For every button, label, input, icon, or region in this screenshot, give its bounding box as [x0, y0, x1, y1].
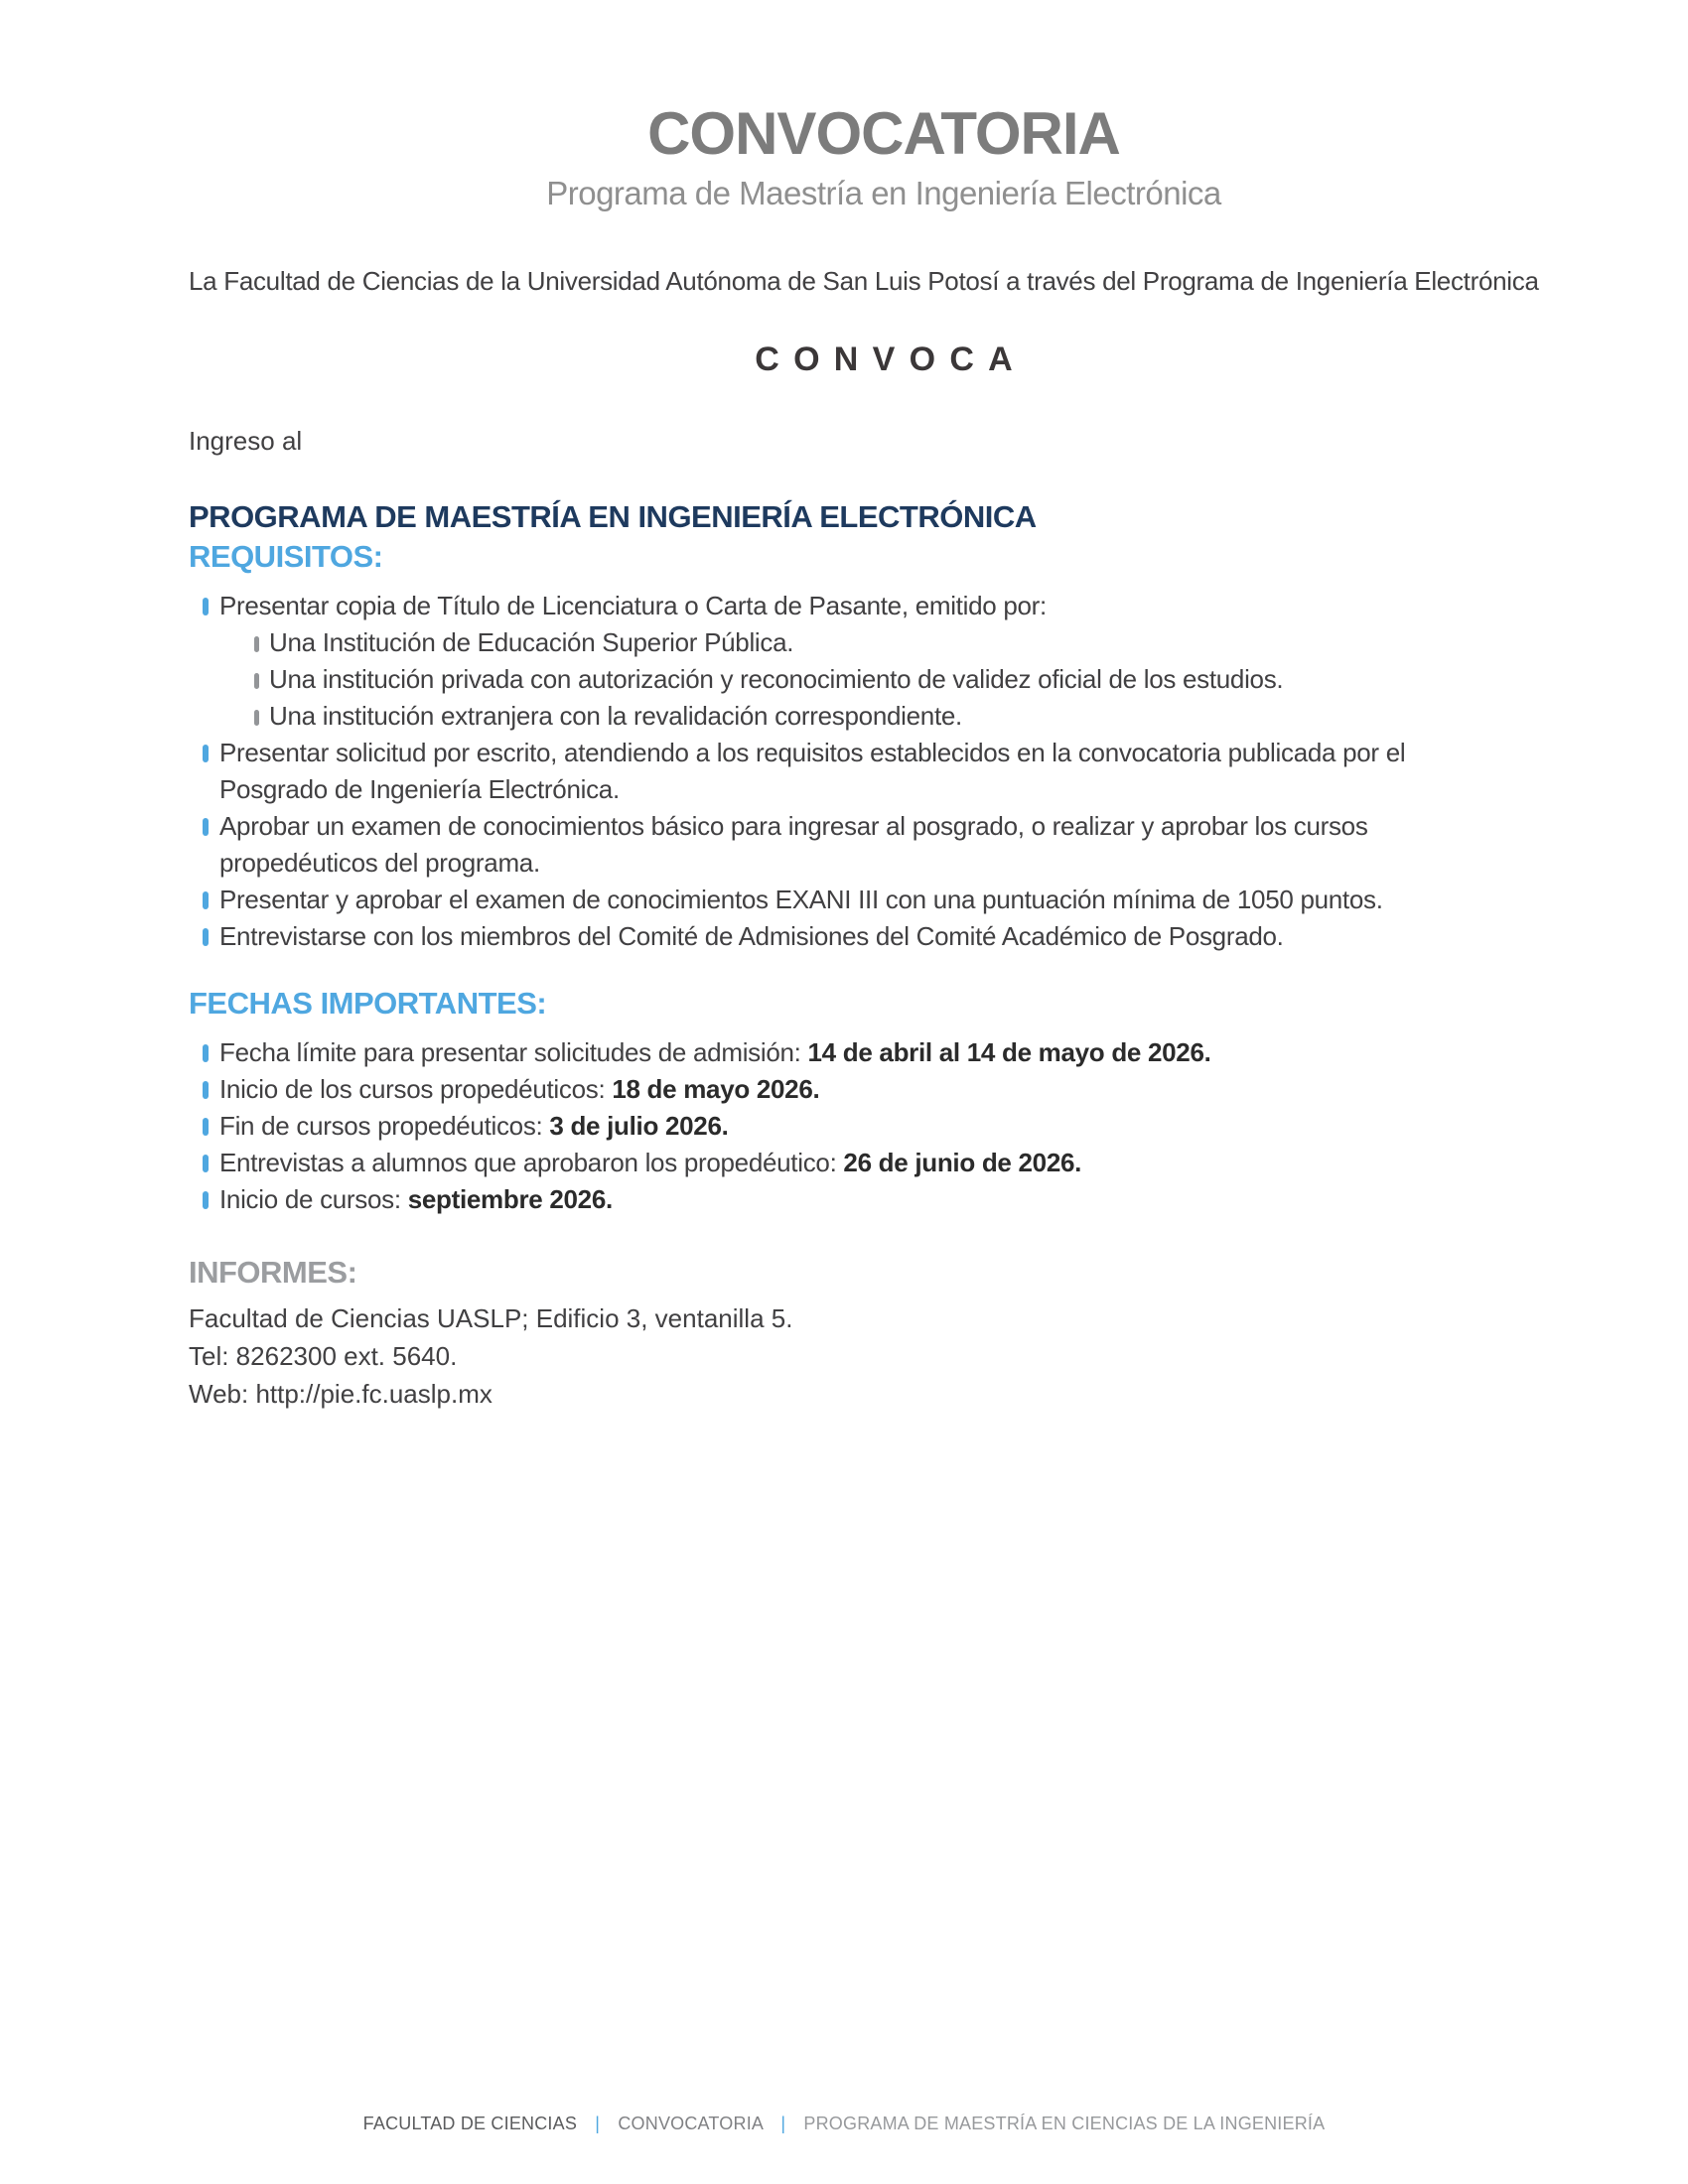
footer-separator-icon: |	[595, 2114, 601, 2133]
date-item	[203, 1034, 1493, 1071]
requirement-subitem: Una institución privada con autorización y reconocimiento de validez oficial de los estudios.	[254, 661, 1493, 698]
requisitos-list	[189, 588, 1493, 955]
page-title: CONVOCATORIA	[647, 100, 1120, 167]
requirement-item: Aprobar un examen de conocimientos básico para ingresar al posgrado, o realizar y aprobar los cursos propedéuticos del programa.	[203, 808, 1493, 882]
requirement-item: Entrevistarse con los miembros del Comité de Admisiones del Comité Académico de Posgrado.	[203, 918, 1493, 955]
date-value: 3 de julio 2026.	[549, 1110, 729, 1141]
footer-separator-icon: |	[780, 2114, 786, 2133]
date-label: Inicio de cursos:	[219, 1183, 408, 1214]
date-item	[203, 1181, 1493, 1218]
fechas-list	[189, 1034, 1493, 1218]
footer-convocatoria-label: CONVOCATORIA	[618, 2114, 764, 2133]
date-label: Fin de cursos propedéuticos:	[219, 1110, 550, 1141]
fechas-heading: FECHAS IMPORTANTES:	[189, 985, 547, 1021]
requirement-subitem: Una Institución de Educación Superior Pública.	[254, 624, 1493, 661]
requirement-item: Presentar y aprobar el examen de conocimientos EXANI III con una puntuación mínima de 1050 puntos.	[203, 882, 1493, 918]
page-footer	[0, 2114, 1688, 2134]
requirement-subitem: Una institución extranjera con la revalidación correspondiente.	[254, 698, 1493, 735]
informes-block	[189, 1299, 1579, 1413]
date-value: 14 de abril al 14 de mayo de 2026.	[807, 1036, 1211, 1067]
requirement-sublist	[219, 624, 1493, 735]
informes-phone-line: Tel: 8262300 ext. 5640.	[189, 1340, 458, 1371]
date-label: Inicio de los cursos propedéuticos:	[219, 1073, 613, 1104]
date-value: 26 de junio de 2026.	[843, 1147, 1082, 1177]
requisitos-heading: REQUISITOS:	[189, 538, 383, 574]
requirement-item: Presentar solicitud por escrito, atendiendo a los requisitos establecidos en la convocatoria publicada por el Posgrado de Ingeniería Electrónica.	[203, 735, 1493, 808]
program-heading: PROGRAMA DE MAESTRÍA EN INGENIERÍA ELECTRÓNICA	[189, 498, 1037, 534]
informes-address-line: Facultad de Ciencias UASLP; Edificio 3, ventanilla 5.	[189, 1302, 793, 1333]
requirement-item: Presentar copia de Título de Licenciatura o Carta de Pasante, emitido por: Una Institución de Educación Superior Pública. Una institución privada con autorización y reconocimiento de validez oficial de los estudios. Una institución extranjera con la revalidación correspondiente.	[203, 588, 1493, 735]
ingreso-line: Ingreso al	[189, 425, 303, 456]
page-subtitle: Programa de Maestría en Ingeniería Electrónica	[546, 175, 1221, 211]
intro-paragraph: La Facultad de Ciencias de la Universidad Autónoma de San Luis Potosí a través del Programa de Ingeniería Electrónica	[189, 265, 1539, 296]
informes-web-line: Web: http://pie.fc.uaslp.mx	[189, 1378, 492, 1409]
date-item	[203, 1145, 1493, 1181]
date-value: septiembre 2026.	[407, 1183, 613, 1214]
date-item	[203, 1108, 1493, 1145]
footer-program-label: PROGRAMA DE MAESTRÍA EN CIENCIAS DE LA INGENIERÍA	[803, 2114, 1326, 2133]
document-header	[189, 100, 1579, 213]
date-value: 18 de mayo 2026.	[612, 1073, 820, 1104]
footer-faculty-label: FACULTAD DE CIENCIAS	[362, 2114, 578, 2133]
date-label: Entrevistas a alumnos que aprobaron los propedéutico:	[219, 1147, 844, 1177]
informes-heading: INFORMES:	[189, 1254, 357, 1290]
date-label: Fecha límite para presentar solicitudes de admisión:	[219, 1036, 808, 1067]
date-item	[203, 1071, 1493, 1108]
document-content	[189, 0, 1579, 1413]
convoca-heading: CONVOCA	[755, 340, 1027, 378]
